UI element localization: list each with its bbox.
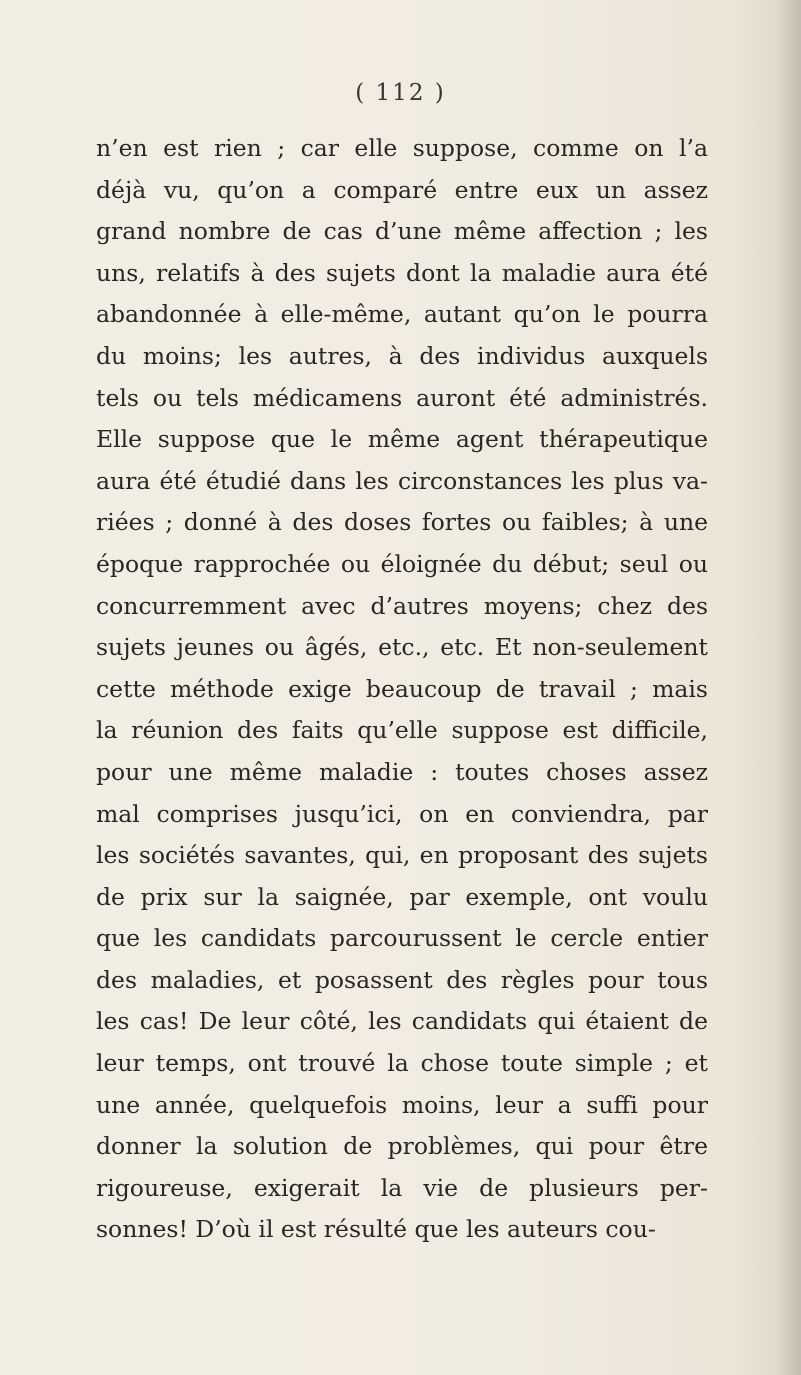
page-edge-shadow [777, 0, 801, 1375]
text-line: abandonnée à elle-même, autant qu’on le pourra [96, 300, 708, 329]
text-line: Elle suppose que le même agent thérapeutique [96, 425, 708, 454]
text-line: sujets jeunes ou âgés, etc., etc. Et non-seulement [96, 633, 708, 662]
text-line: les cas! De leur côté, les candidats qui étaient de [96, 1007, 708, 1036]
text-line: mal comprises jusqu’ici, on en conviendra, par [96, 799, 708, 828]
body-text [96, 128, 708, 1251]
text-line: que les candidats parcourussent le cercle entier [96, 924, 708, 953]
text-line: déjà vu, qu’on a comparé entre eux un assez [96, 175, 708, 204]
text-line: tels ou tels médicamens auront été administrés. [96, 383, 708, 412]
text-line: riées ; donné à des doses fortes ou faibles; à une [96, 508, 708, 537]
text-line: concurremment avec d’autres moyens; chez des [96, 591, 708, 620]
text-line: une année, quelquefois moins, leur a suffi pour [96, 1090, 708, 1119]
text-line: rigoureuse, exigerait la vie de plusieurs per- [96, 1173, 708, 1202]
text-line: pour une même maladie : toutes choses assez [96, 757, 708, 786]
text-line: des maladies, et posassent des règles pour tous [96, 965, 708, 994]
text-line: donner la solution de problèmes, qui pour être [96, 1132, 708, 1161]
text-line: uns, relatifs à des sujets dont la maladie aura été [96, 258, 708, 287]
text-line: les sociétés savantes, qui, en proposant des sujets [96, 841, 708, 870]
text-line: n’en est rien ; car elle suppose, comme on l’a [96, 134, 708, 162]
text-line: sonnes! D’où il est résulté que les auteurs cou- [96, 1215, 656, 1244]
text-line: cette méthode exige beaucoup de travail ; mais [96, 674, 708, 703]
text-line: aura été étudié dans les circonstances les plus va- [96, 466, 708, 495]
page-number: ( 112 ) [355, 80, 446, 106]
text-line: grand nombre de cas d’une même affection ; les [96, 217, 708, 246]
text-line: époque rapprochée ou éloignée du début; seul ou [96, 549, 708, 578]
text-line: la réunion des faits qu’elle suppose est difficile, [96, 716, 708, 745]
text-line: leur temps, ont trouvé la chose toute simple ; et [96, 1049, 708, 1078]
text-line: du moins; les autres, à des individus auxquels [96, 341, 708, 370]
text-line: de prix sur la saignée, par exemple, ont voulu [96, 882, 708, 911]
